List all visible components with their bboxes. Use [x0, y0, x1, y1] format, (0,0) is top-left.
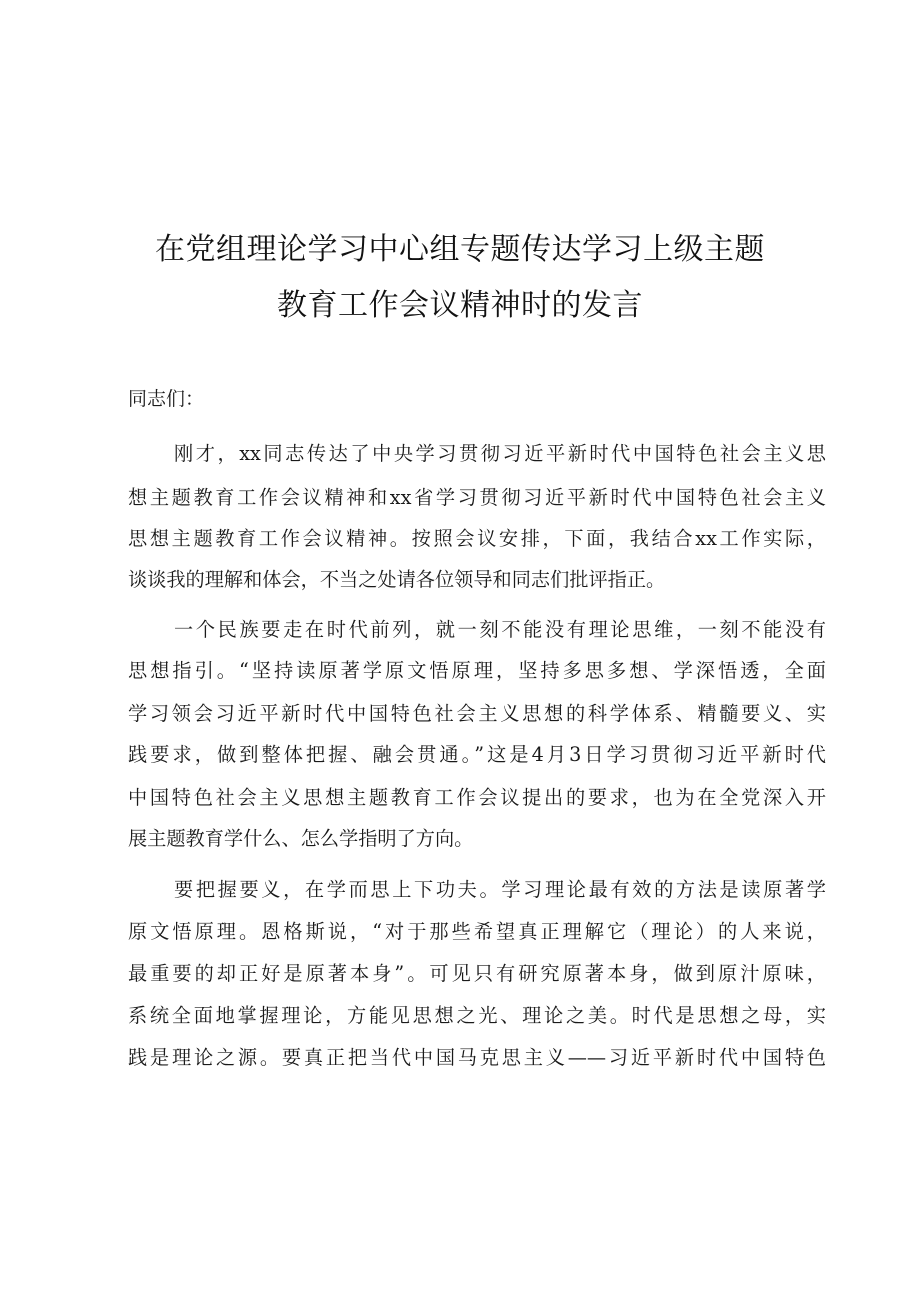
- paragraph-3-line-3: 最重要的却正好是原著本身”。可见只有研究原著本身，做到原汁原味，: [128, 962, 826, 985]
- paragraph-2-line-4: 践要求，做到整体把握、融会贯通。”这是4月3日学习贯彻习近平新时代: [128, 743, 826, 766]
- paragraph-1-line-1: 刚才，xx同志传达了中央学习贯彻习近平新时代中国特色社会主义思: [174, 442, 826, 465]
- salutation: 同志们：: [128, 388, 205, 410]
- paragraph-2-line-1: 一个民族要走在时代前列，就一刻不能没有理论思维，一刻不能没有: [174, 618, 826, 641]
- paragraph-1-line-3: 思想主题教育工作会议精神。按照会议安排，下面，我结合xx工作实际，: [128, 527, 826, 550]
- paragraph-3-line-4: 系统全面地掌握理论，方能见思想之光、理论之美。时代是思想之母，实: [128, 1004, 826, 1027]
- paragraph-2-line-5: 中国特色社会主义思想主题教育工作会议提出的要求，也为在全党深入开: [128, 786, 826, 809]
- paragraph-3-line-2: 原文悟原理。恩格斯说，“对于那些希望真正理解它（理论）的人来说，: [128, 920, 826, 943]
- document-title-line-2: 教育工作会议精神时的发言: [277, 288, 643, 323]
- paragraph-2-line-2: 思想指引。“坚持读原著学原文悟原理，坚持多思多想、学深悟透，全面: [128, 659, 826, 682]
- paragraph-1-line-2: 想主题教育工作会议精神和xx省学习贯彻习近平新时代中国特色社会主义: [128, 486, 826, 509]
- paragraph-1-line-4: 谈谈我的理解和体会，不当之处请各位领导和同志们批评指正。: [128, 568, 666, 591]
- paragraph-3-line-5: 践是理论之源。要真正把当代中国马克思主义——习近平新时代中国特色: [128, 1046, 826, 1069]
- paragraph-2-line-6: 展主题教育学什么、怎么学指明了方向。: [128, 827, 474, 850]
- paragraph-3-line-1: 要把握要义，在学而思上下功夫。学习理论最有效的方法是读原著学: [174, 878, 826, 901]
- document-title-line-1: 在党组理论学习中心组专题传达学习上级主题: [155, 232, 765, 267]
- paragraph-2-line-3: 学习领会习近平新时代中国特色社会主义思想的科学体系、精髓要义、实: [128, 702, 826, 725]
